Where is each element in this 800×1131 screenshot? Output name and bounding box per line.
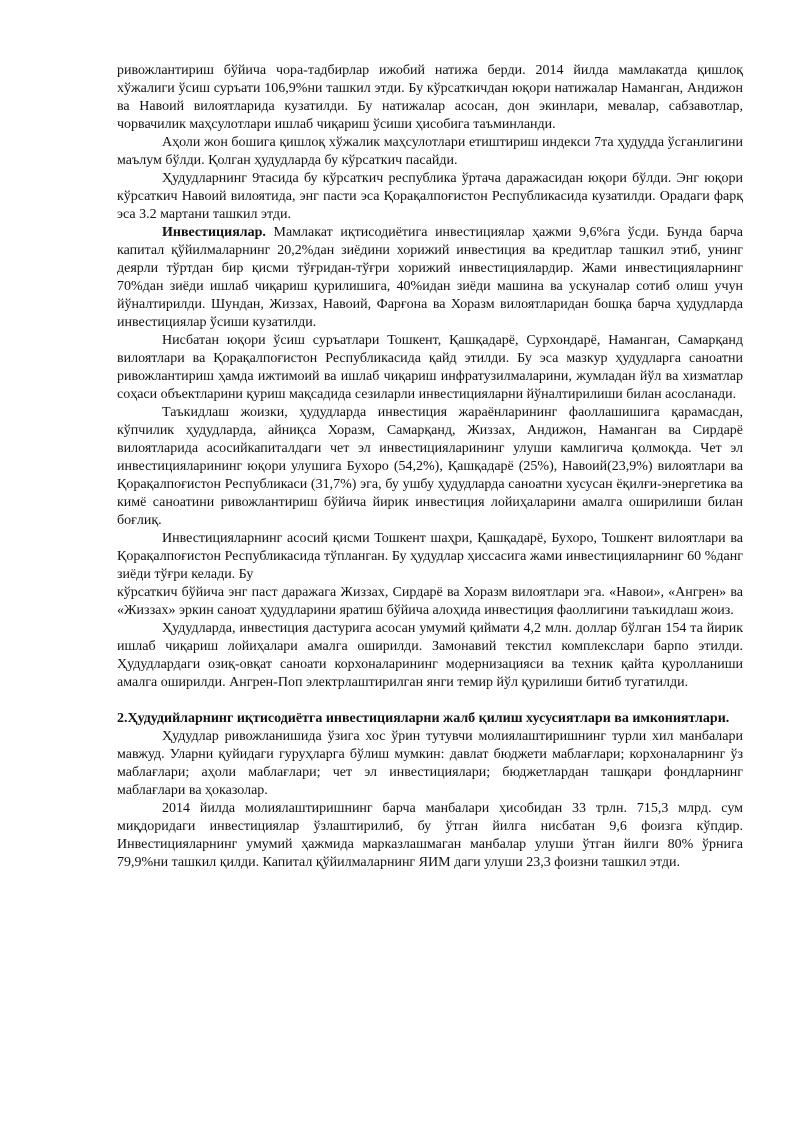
paragraph-11: 2014 йилда молиялаштиришнинг барча манбалари ҳисобидан 33 трлн. 715,3 млрд. сум миқдоридаги инвестициялар ўзлаштирилиб, бу ўтган йилга нисбатан 9,6 фоизга кўпдир. Инвестицияларнинг умумий ҳажмида марказлашмаган манбалар улуши ўтган йилги 80% ўрнига 79,9%ни ташкил қилди. Капитал қўйилмаларнинг ЯИМ даги улуши 23,3 фоизни ташкил этди. <box>117 801 743 870</box>
paragraph-10: Ҳудудлар ривожланишида ўзига хос ўрин тутувчи молиялаштиришнинг турли хил манбалари мавжуд. Уларни қуйидаги гуруҳларга бўлиш мумкин: давлат бюджети маблағлари; корхоналарнинг ўз маблағлари; аҳоли маблағлари; чет эл инвестициялари; бюджетлардан ташқари фондларнинг маблағлари ва ҳоказолар. <box>117 729 743 798</box>
paragraph-8: кўрсаткич бўйича энг паст даражага Жиззах, Сирдарё ва Хоразм вилоятлари эга. «Навои», «Ангрен» ва «Жиззах» эркин саноат ҳудудларини яратиш бўйича алоҳида инвестиция фаоллигини таъкидлаш жоиз. <box>117 585 743 618</box>
paragraph-4-text: Мамлакат иқтисодиётига инвестициялар ҳажми 9,6%га ўсди. Бунда барча капитал қўйилмаларнинг 20,2%дан зиёдини хорижий инвестиция ва кредитлар ташкил этиб, унинг деярли тўртдан бир қисми тўғридан-тўғри хорижий инвестициялардир. Жами инвестицияларнинг 70%дан зиёди ишлаб чиқариш қурилишига, 40%идан зиёди машина ва ускуналар сотиб олиш учун йўналтирилди. Шундан, Жиззах, Навоий, Фарғона ва Хоразм вилоятларидан бошқа барча ҳудудларда инвестициялар ўсиши кузатилди. <box>117 225 743 330</box>
paragraph-5: Нисбатан юқори ўсиш суръатлари Тошкент, Қашқадарё, Сурхондарё, Наманган, Самарқанд вилоятлари ва Қорақалпоғистон Республикасида қайд этилди. Бу эса мазкур ҳудудларга саноатни ривожлантириш ҳамда ижтимоий ва ишлаб чиқариш инфратузилмаларини, жумладан йўл ва хизматлар соҳаси объектларини қуриш мақсадида сезиларли инвестицияларни йўналтирилиши билан асосланади. <box>117 333 743 402</box>
paragraph-9: Ҳудудларда, инвестиция дастурига асосан умумий қиймати 4,2 млн. доллар бўлган 154 та йирик ишлаб чиқариш лойиҳалари амалга оширилди. Замонавий текстил комплекслари барпо этилди. Ҳудудлардаги озиқ-овқат саноати корхоналарининг модернизацияси ва техник қайта қуролланиши амалга оширилди. Ангрен-Поп электрлаштирилган янги темир йўл қурилиши битиб тугатилди. <box>117 621 743 690</box>
paragraph-7: Инвестицияларнинг асосий қисми Тошкент шаҳри, Қашқадарё, Бухоро, Тошкент вилоятлари ва Қорақалпоғистон Республикасида тўпланган. Бу ҳудудлар ҳиссасига жами инвестицияларнинг 60 %данг зиёди тўғри келади. Бу <box>117 531 743 582</box>
paragraph-1: ривожлантириш бўйича чора-тадбирлар ижобий натижа берди. 2014 йилда мамлакатда қишлоқ хўжалиги ўсиш суръати 106,9%ни ташкил этди. Бу кўрсаткичдан юқори натижалар Наманган, Андижон ва Навоий вилоятларида кузатилди. Бу натижалар асосан, дон экинлари, мевалар, сабзавотлар, чорвачилик маҳсулотлари ишлаб чиқариш ўсиши ҳисобига таъминланди. <box>117 63 743 132</box>
section-lead-investments: Инвестициялар. <box>162 225 266 240</box>
paragraph-investments <box>117 224 743 332</box>
paragraph-6: Таъкидлаш жоизки, ҳудудларда инвестиция жараёнларининг фаоллашишига қарамасдан, кўпчилик ҳудудларда, айниқса Хоразм, Самарқанд, Жиззах, Андижон, Наманган ва Сирдарё вилоятларида асосийкапиталдаги чет эл инвестицияларининг улуши камлигича қолмоқда. Чет эл инвестицияларининг юқори улушига Бухоро (54,2%), Қашқадарё (25%), Навоий(23,9%) вилоятлари ва Қорақалпоғистон Республикаси (31,7%) эга, бу ушбу ҳудудларда саноатни хусусан ёқилғи-энергетика ва кимё саноатини ривожлантириш бўйича йирик инвестиция лойиҳаларини амалга оширилиши билан боғлиқ. <box>117 405 743 528</box>
section-heading: 2.Ҳудудийларнинг иқтисодиётга инвестицияларни жалб қилиш хусусиятлари ва имкониятлари. <box>117 711 730 726</box>
paragraph-2: Аҳоли жон бошига қишлоқ хўжалик маҳсулотлари етиштириш индекси 7та ҳудудда ўсганлигини маълум бўлди. Қолган ҳудудларда бу кўрсаткич пасайди. <box>117 135 743 168</box>
document-page <box>117 62 743 872</box>
paragraph-3: Ҳудудларнинг 9тасида бу кўрсаткич республика ўртача даражасидан юқори бўлди. Энг юқори кўрсаткич Навоий вилоятида, энг пасти эса Қорақалпоғистон Республикасида кузатилди. Орадаги фарқ эса 3.2 мартани ташкил этди. <box>117 171 743 222</box>
